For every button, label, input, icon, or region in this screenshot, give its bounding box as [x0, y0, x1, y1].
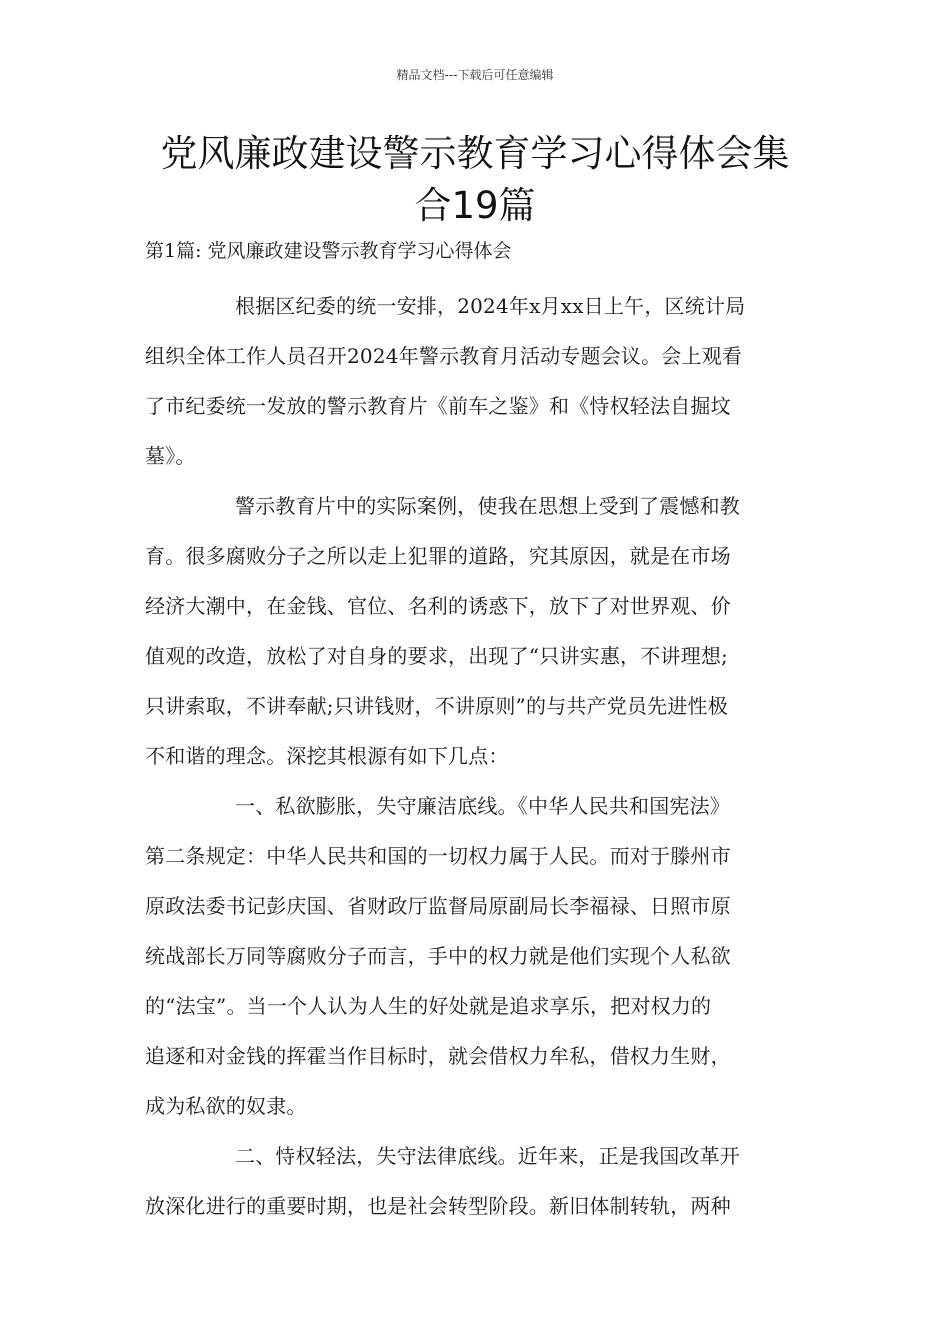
paragraph-line: 值观的改造，放松了对自身的要求，出现了“只讲实惠，不讲理想;: [145, 644, 728, 668]
paragraph-line: 第二条规定：中华人民共和国的一切权力属于人民。而对于滕州市: [145, 844, 731, 868]
paragraph-line: 只讲索取，不讲奉献;只讲钱财，不讲原则”的与共产党员先进性极: [145, 694, 728, 718]
paragraph-line: 了市纪委统一发放的警示教育片《前车之鉴》和《恃权轻法自掘坟: [145, 394, 731, 418]
paragraph-line: 统战部长万同等腐败分子而言，手中的权力就是他们实现个人私欲: [145, 944, 731, 968]
paragraph-line: 育。很多腐败分子之所以走上犯罪的道路，究其原因，就是在市场: [145, 544, 731, 568]
paragraph-line: 经济大潮中，在金钱、官位、名利的诱惑下，放下了对世界观、价: [145, 594, 731, 618]
paragraph-1: [145, 281, 810, 481]
paragraph-line: 警示教育片中的实际案例，使我在思想上受到了震憾和教: [235, 494, 740, 518]
paragraph-line: 组织全体工作人员召开2024年警示教育月活动专题会议。会上观看: [145, 344, 743, 368]
paragraph-line: 原政法委书记彭庆国、省财政厅监督局原副局长李福禄、日照市原: [145, 894, 731, 918]
document-body: [145, 281, 810, 1231]
paragraph-3: [145, 781, 810, 1131]
paragraph-line: 墓》。: [145, 444, 196, 468]
header-note: 精品文档---下载后可任意编辑: [396, 68, 554, 82]
section-heading: 第1篇: 党风廉政建设警示教育学习心得体会: [145, 240, 512, 262]
paragraph-line: 的“法宝”。当一个人认为人生的好处就是追求享乐，把对权力的: [145, 994, 712, 1018]
paragraph-line: 根据区纪委的统一安排，2024年x月xx日上午，区统计局: [235, 294, 746, 318]
paragraph-2: [145, 481, 810, 781]
paragraph-line: 一、私欲膨胀，失守廉洁底线。《中华人民共和国宪法》: [235, 794, 730, 818]
title-line-2: 合19篇: [414, 184, 536, 227]
paragraph-line: 二、恃权轻法，失守法律底线。近年来，正是我国改革开: [235, 1144, 740, 1168]
paragraph-line: 成为私欲的奴隶。: [145, 1094, 307, 1118]
paragraph-line: 追逐和对金钱的挥霍当作目标时，就会借权力牟私，借权力生财，: [145, 1044, 731, 1068]
paragraph-4: [145, 1131, 810, 1231]
paragraph-line: 不和谐的理念。深挖其根源有如下几点：: [145, 744, 509, 768]
paragraph-line: 放深化进行的重要时期，也是社会转型阶段。新旧体制转轨，两种: [145, 1194, 731, 1218]
document-title: [140, 128, 810, 232]
title-line-1: 党风廉政建设警示教育学习心得体会集: [160, 132, 790, 175]
